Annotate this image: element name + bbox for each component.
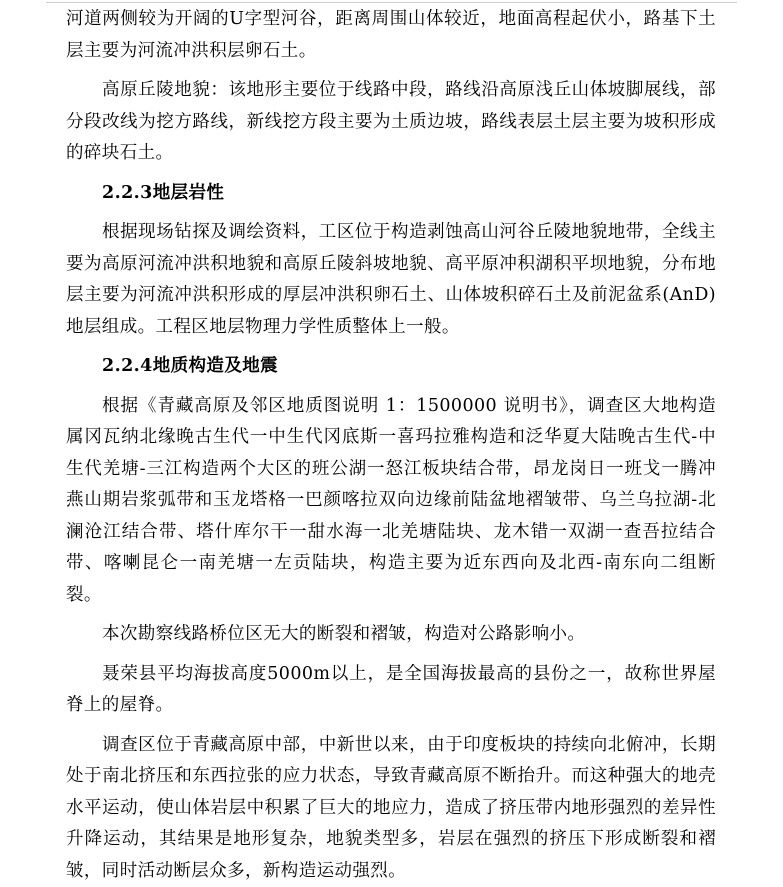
paragraph-bridge-site: 本次勘察线路桥位区无大的断裂和褶皱，构造对公路影响小。 [66,619,716,651]
page-top-border [46,2,737,3]
paragraph-tectonic-movement: 调查区位于青藏高原中部，中新世以来，由于印度板块的持续向北俯冲，长期处于南北挤压和东西拉张的应力状态，导致青藏高原不断抬升。而这种强大的地壳水平运动，使山体岩层中积累了巨大的地应力，造成了挤压带内地形强烈的差异性升降运动，其结果是地形复杂，地貌类型多，岩层在强烈的挤压下形成断裂和褶皱，同时活动断层众多，新构造运动强烈。 [66,730,716,887]
paragraph-river-valley: 河道两侧较为开阔的U字型河谷，距离周围山体较近，地面高程起伏小，路基下土层主要为河流冲洪积层卵石土。 [66,4,716,67]
paragraph-plateau-hills: 高原丘陵地貌：该地形主要位于线路中段，路线沿高原浅丘山体坡脚展线，部分段改线为挖方路线，新线挖方段主要为土质边坡，路线表层土层主要为坡积形成的碎块石土。 [66,75,716,170]
paragraph-altitude: 聂荣县平均海拔高度5000m以上，是全国海拔最高的县份之一，故称世界屋脊上的屋脊。 [66,659,716,722]
paragraph-tectonic-setting: 根据《青藏高原及邻区地质图说明 1：1500000 说明书》，调查区大地构造属冈瓦纳北缘晚古生代一中生代冈底斯一喜玛拉雅构造和泛华夏大陆晚古生代-中生代羌塘-三江构造两个大区的班公湖一怒江板块结合带，昂龙岗日一班戈一腾冲燕山期岩浆弧带和玉龙塔格一巴颜喀拉双向边缘前陆盆地褶皱带、乌兰乌拉湖-北澜沧江结合带、塔什库尔干一甜水海一北羌塘陆块、龙木错一双湖一查吾拉结合带、喀喇昆仑一南羌塘一左贡陆块，构造主要为近东西向及北西-南东向二组断裂。 [66,391,716,612]
heading-stratigraphy: 2.2.3地层岩性 [66,178,716,210]
paragraph-stratigraphy: 根据现场钻探及调绘资料，工区位于构造剥蚀高山河谷丘陵地貌地带，全线主要为高原河流冲洪积地貌和高原丘陵斜坡地貌、高平原冲积湖积平坝地貌，分布地层主要为河流冲洪积形成的厚层冲洪积卵石土、山体坡积碎石土及前泥盆系(AnD)地层组成。工程区地层物理力学性质整体上一般。 [66,217,716,343]
document-body [66,4,716,887]
heading-geologic-structure: 2.2.4地质构造及地震 [66,351,716,383]
